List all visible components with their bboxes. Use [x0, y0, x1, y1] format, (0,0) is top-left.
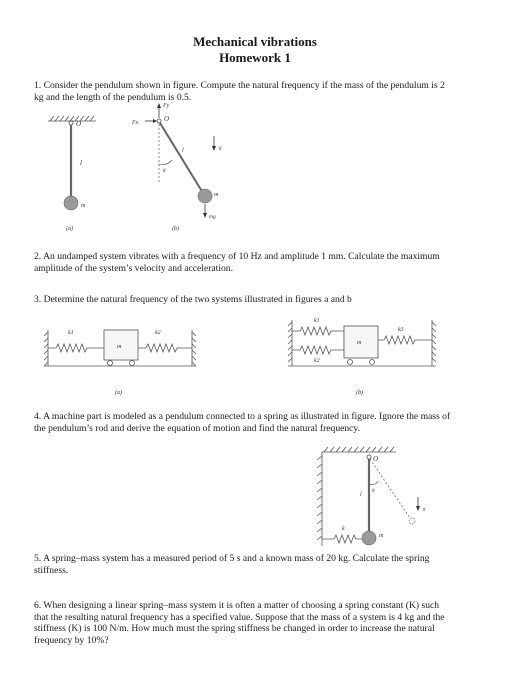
problem-2-text: 2. An undamped system vibrates with a frequency of 10 Hz and amplitude 1 mm. Calculate the maximum amplitude of the system’s velocity and acceleration.	[34, 251, 440, 274]
figure-4-dashed	[370, 459, 410, 518]
problem-1-text: 1. Consider the pendulum shown in figure. Compute the natural frequency if the mass of the pendulum is 2 kg and the length of the pendulum is 0.5.	[34, 80, 445, 103]
figure-4-theta-label: θ	[372, 489, 375, 494]
figure-4-frame	[317, 447, 396, 546]
figure-1b-l-label: l	[182, 148, 184, 154]
problem-6-text: 6. When designing a linear spring–mass system it is often a matter of choosing a spring constant (K) such that the resulting natural frequency has a specified value. Suppose that the mass of a system is 4 kg and the stiffness (K) is 100 N/m. How much must the spring stiffness be changed in order to increase the natural frequency by 10%?	[34, 600, 445, 646]
figure-3b-m-label: m	[357, 340, 362, 346]
figure-1b-fy-label: Fy	[163, 103, 170, 109]
figure-1a-caption: (a)	[66, 226, 73, 232]
figure-3b-system	[288, 320, 436, 366]
figure-3a-caption: (a)	[115, 390, 122, 396]
figure-3b-k1-label: k1	[314, 318, 320, 324]
figure-4-l-label: l	[360, 492, 362, 498]
figure-1b-o-label: O	[164, 115, 170, 123]
figure-1b-mg-label: mg	[209, 214, 216, 220]
figure-1b-fx-label: Fx	[132, 120, 139, 126]
figure-1b-theta-label: θ	[163, 169, 166, 174]
figure-4-o-label: O	[373, 455, 379, 463]
figure-1a-ceiling	[48, 116, 96, 121]
figure-3a-k2-label: k2	[155, 330, 161, 336]
figure-3b-k3-label: k3	[398, 327, 404, 333]
problem-5-text: 5. A spring–mass system has a measured period of 5 s and a known mass of 20 kg. Calculate the spring stiffness.	[34, 553, 430, 576]
figure-1b-g-label: g	[219, 146, 222, 151]
figure-3b-caption: (b)	[356, 390, 363, 396]
figure-1b-bob	[198, 189, 212, 203]
figure-1b-caption: (b)	[172, 226, 179, 232]
figure-1a-m-label: m	[81, 203, 86, 209]
figure-4-bob	[362, 531, 376, 545]
figure-3a-m-label: m	[117, 344, 122, 350]
page-subtitle: Homework 1	[219, 50, 291, 65]
page-title: Mechanical vibrations	[193, 34, 317, 49]
figure-1b-rod	[160, 123, 203, 193]
figure-3a-k1-label: k1	[68, 330, 74, 336]
problem-4-text: 4. A machine part is modeled as a pendulum connected to a spring as illustrated in figure. Ignore the mass of the pendulum’s rod and derive the equation of motion and find the natural frequency.	[34, 411, 451, 434]
figure-4-m-label: m	[379, 533, 384, 539]
problem-3-text: 3. Determine the natural frequency of the two systems illustrated in figures a and b	[34, 294, 352, 305]
figure-4-k-label: k	[342, 526, 345, 532]
figure-1a-l-label: l	[80, 159, 82, 167]
figure-3b-k2-label: k2	[314, 358, 320, 364]
figure-1b-m-label: m	[214, 192, 219, 198]
figure-4-g-label: g	[423, 507, 426, 512]
figure-1a-bob	[64, 196, 78, 210]
figure-1a-o-label: O	[76, 120, 82, 128]
